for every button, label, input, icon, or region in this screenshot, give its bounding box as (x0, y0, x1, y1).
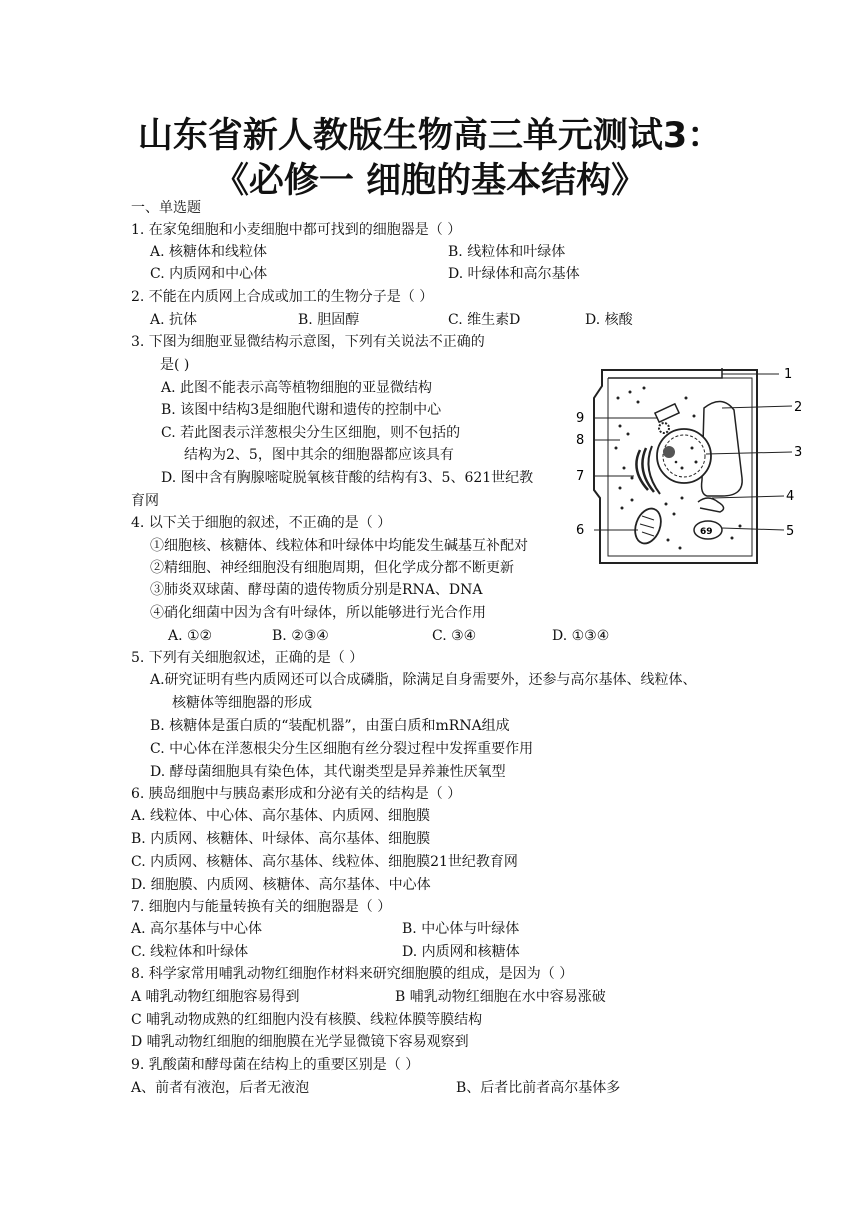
figure-label-3: 3 (794, 445, 803, 460)
question-3-stem-cont: 是( ) (160, 357, 190, 373)
question-4-option-b: B. ②③④ (272, 628, 329, 644)
figure-label-2: 2 (794, 400, 803, 415)
question-7-stem: 7. 细胞内与能量转换有关的细胞器是（ ） (131, 899, 392, 915)
figure-label-1: 1 (784, 367, 793, 382)
question-1-option-c: C. 内质网和中心体 (150, 266, 268, 282)
question-3-option-a: A. 此图不能表示高等植物细胞的亚显微结构 (161, 380, 433, 396)
page-title: 山东省新人教版生物高三单元测试3： (137, 116, 723, 156)
figure-label-4: 4 (786, 489, 795, 504)
question-8-option-a: A 哺乳动物红细胞容易得到 (131, 989, 300, 1005)
question-4-option-c: C. ③④ (432, 628, 477, 644)
question-5-option-c: C. 中心体在洋葱根尖分生区细胞有丝分裂过程中发挥重要作用 (150, 741, 534, 757)
question-2-option-a: A. 抗体 (150, 312, 198, 328)
question-9-option-a: A、前者有液泡，后者无液泡 (131, 1080, 310, 1096)
question-1-stem: 1. 在家兔细胞和小麦细胞中都可找到的细胞器是（ ） (131, 222, 462, 238)
question-4-statement-3: ③肺炎双球菌、酵母菌的遗传物质分别是RNA、DNA (150, 582, 483, 598)
question-3-option-d-cont: 育网 (131, 493, 159, 509)
centriole-icon (655, 404, 679, 422)
question-8-option-c: C 哺乳动物成熟的红细胞内没有核膜、线粒体膜等膜结构 (131, 1012, 483, 1028)
question-3-option-c: C. 若此图表示洋葱根尖分生区细胞，则不包括的 (161, 425, 461, 441)
cell-diagram (572, 358, 812, 578)
question-5-stem: 5. 下列有关细胞叙述，正确的是（ ） (131, 650, 364, 666)
question-9-stem: 9. 乳酸菌和酵母菌在结构上的重要区别是（ ） (131, 1057, 420, 1073)
question-5-option-a-cont: 核糖体等细胞器的形成 (172, 695, 312, 711)
nucleolus-icon (663, 446, 675, 458)
question-8-stem: 8. 科学家常用哺乳动物红细胞作材料来研究细胞膜的组成，是因为（ ） (131, 966, 574, 982)
question-3-option-b: B. 该图中结构3是细胞代谢和遗传的控制中心 (161, 402, 442, 418)
question-7-option-b: B. 中心体与叶绿体 (402, 921, 520, 937)
question-2-option-c: C. 维生素D (448, 312, 521, 328)
question-4-option-d: D. ①③④ (552, 628, 610, 644)
endoplasmic-reticulum-icon (698, 498, 724, 512)
figure-label-5: 5 (786, 524, 795, 539)
question-3-option-c-cont: 结构为2、5，图中其余的细胞器都应该具有 (184, 447, 454, 463)
question-7-option-d: D. 内质网和核糖体 (402, 944, 520, 960)
figure-label-6: 6 (576, 523, 585, 538)
question-5-option-d: D. 酵母菌细胞具有染色体，其代谢类型是异养兼性厌氧型 (150, 764, 506, 780)
question-7-option-a: A. 高尔基体与中心体 (131, 921, 263, 937)
question-6-option-b: B. 内质网、核糖体、叶绿体、高尔基体、细胞膜 (131, 831, 431, 847)
question-5-option-b: B. 核糖体是蛋白质的“装配机器”，由蛋白质和mRNA组成 (150, 718, 510, 734)
question-1-option-b: B. 线粒体和叶绿体 (448, 244, 566, 260)
question-3-stem: 3. 下图为细胞亚显微结构示意图，下列有关说法不正确的 (131, 334, 485, 350)
question-1-option-d: D. 叶绿体和高尔基体 (448, 266, 580, 282)
page-subtitle: 《必修一 细胞的基本结构》 (213, 161, 647, 201)
section-heading: 一、单选题 (131, 200, 201, 216)
question-3-option-d: D. 图中含有胸腺嘧啶脱氧核苷酸的结构有3、5、621世纪教 (161, 470, 534, 486)
question-4-option-a: A. ①② (168, 628, 213, 644)
question-4-statement-1: ①细胞核、核糖体、线粒体和叶绿体中均能发生碱基互补配对 (150, 538, 528, 554)
question-5-option-a: A.研究证明有些内质网还可以合成磷脂，除满足自身需要外，还参与高尔基体、线粒体、 (150, 672, 697, 688)
figure-label-9: 9 (576, 411, 585, 426)
figure-label-7: 7 (576, 469, 585, 484)
question-2-option-b: B. 胆固醇 (298, 312, 360, 328)
question-6-stem: 6. 胰岛细胞中与胰岛素形成和分泌有关的结构是（ ） (131, 786, 462, 802)
question-7-option-c: C. 线粒体和叶绿体 (131, 944, 249, 960)
question-4-statement-4: ④硝化细菌中因为含有叶绿体，所以能够进行光合作用 (150, 605, 486, 621)
question-6-option-a: A. 线粒体、中心体、高尔基体、内质网、细胞膜 (131, 808, 431, 824)
question-4-stem: 4. 以下关于细胞的叙述，不正确的是（ ） (131, 515, 392, 531)
question-2-stem: 2. 不能在内质网上合成或加工的生物分子是（ ） (131, 289, 434, 305)
question-8-option-b: B 哺乳动物红细胞在水中容易涨破 (395, 989, 606, 1005)
question-4-statement-2: ②精细胞、神经细胞没有细胞周期，但化学成分都不断更新 (150, 560, 514, 576)
question-6-option-c: C. 内质网、核糖体、高尔基体、线粒体、细胞膜21世纪教育网 (131, 854, 518, 870)
question-9-option-b: B、后者比前者高尔基体多 (456, 1080, 621, 1096)
question-6-option-d: D. 细胞膜、内质网、核糖体、高尔基体、中心体 (131, 877, 431, 893)
svg-text:69: 69 (700, 527, 713, 537)
question-1-option-a: A. 核糖体和线粒体 (150, 244, 268, 260)
question-2-option-d: D. 核酸 (585, 312, 633, 328)
figure-label-8: 8 (576, 433, 585, 448)
question-8-option-d: D 哺乳动物红细胞的细胞膜在光学显微镜下容易观察到 (131, 1034, 469, 1050)
